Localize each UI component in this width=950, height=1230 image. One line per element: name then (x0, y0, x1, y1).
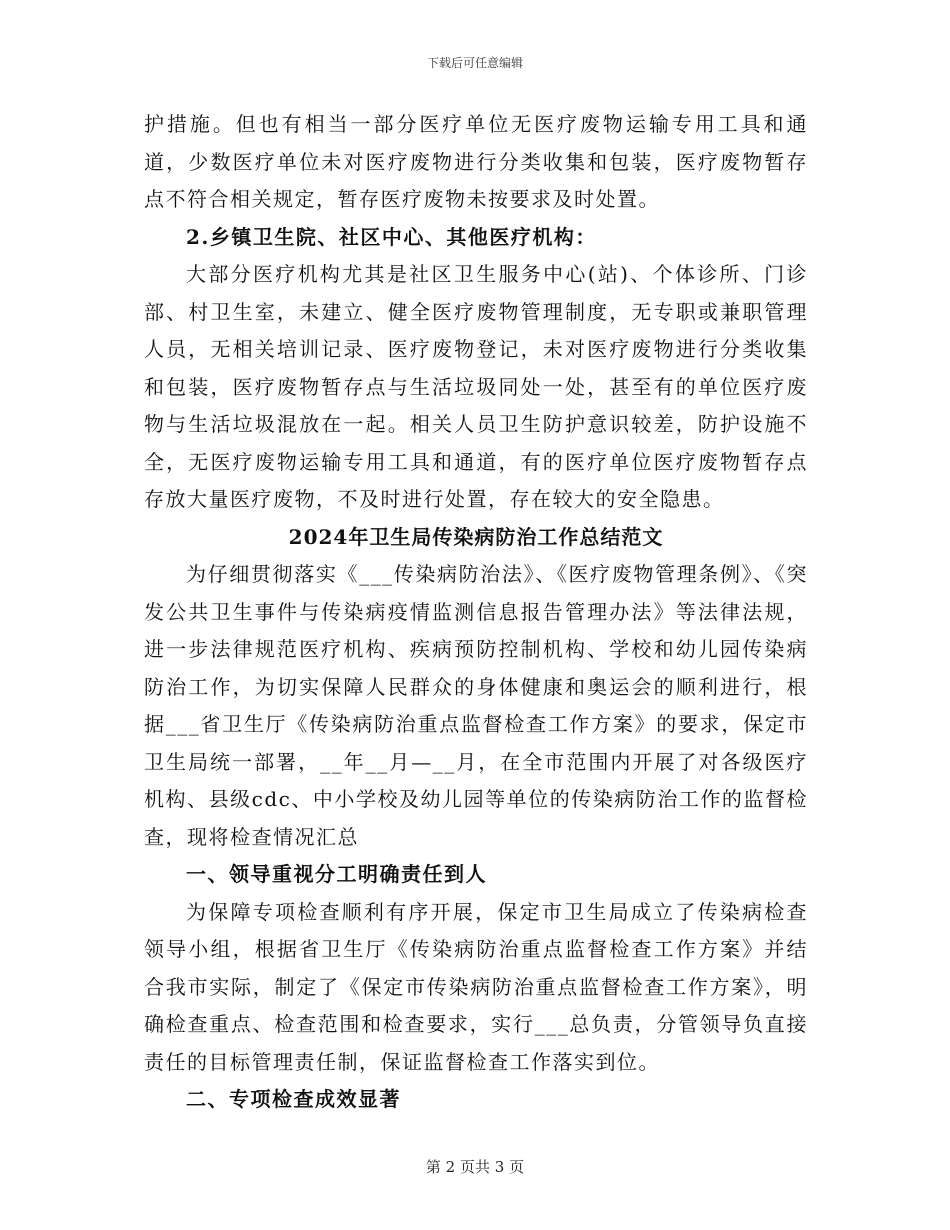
document-body (144, 106, 808, 1119)
paragraph: 护措施。但也有相当一部分医疗单位无医疗废物运输专用工具和通道，少数医疗单位未对医疗废物进行分类收集和包装，医疗废物暂存点不符合相关规定，暂存医疗废物未按要求及时处置。 (144, 112, 808, 211)
paragraph: 大部分医疗机构尤其是社区卫生服务中心(站)、个体诊所、门诊部、村卫生室，未建立、健全医疗废物管理制度，无专职或兼职管理人员，无相关培训记录、医疗废物登记，未对医疗废物进行分类收集和包装，医疗废物暂存点与生活垃圾同处一处，甚至有的单位医疗废物与生活垃圾混放在一起。相关人员卫生防护意识较差，防护设施不全，无医疗废物运输专用工具和通道，有的医疗单位医疗废物暂存点存放大量医疗废物，不及时进行处置，存在较大的安全隐患。 (144, 262, 808, 511)
document-title: 2024年卫生局传染病防治工作总结范文 (288, 524, 664, 549)
paragraph: 为保障专项检查顺利有序开展，保定市卫生局成立了传染病检查领导小组，根据省卫生厅《传染病防治重点监督检查工作方案》并结合我市实际，制定了《保定市传染病防治重点监督检查工作方案》，明确检查重点、检查范围和检查要求，实行___总负责，分管领导负直接责任的目标管理责任制，保证监督检查工作落实到位。 (144, 899, 808, 1074)
section-heading: 二、专项检查成效显著 (186, 1087, 401, 1111)
paragraph: 为仔细贯彻落实《___传染病防治法》、《医疗废物管理条例》、《突发公共卫生事件与传染病疫情监测信息报告管理办法》等法律法规，进一步法律规范医疗机构、疾病预防控制机构、学校和幼儿园传染病防治工作，为切实保障人民群众的身体健康和奥运会的顺利进行，根据___省卫生厅《传染病防治重点监督检查工作方案》的要求，保定市卫生局统一部署，__年__月—__月，在全市范围内开展了对各级医疗机构、县级cdc、中小学校及幼儿园等单位的传染病防治工作的监督检查，现将检查情况汇总 (144, 562, 808, 849)
page-header: 下载后可任意编辑 (426, 56, 523, 70)
page-footer: 第 2 页共 3 页 (425, 1158, 525, 1176)
section-heading: 2.乡镇卫生院、社区中心、其他医疗机构： (186, 224, 597, 249)
section-heading: 一、领导重视分工明确责任到人 (186, 862, 487, 886)
